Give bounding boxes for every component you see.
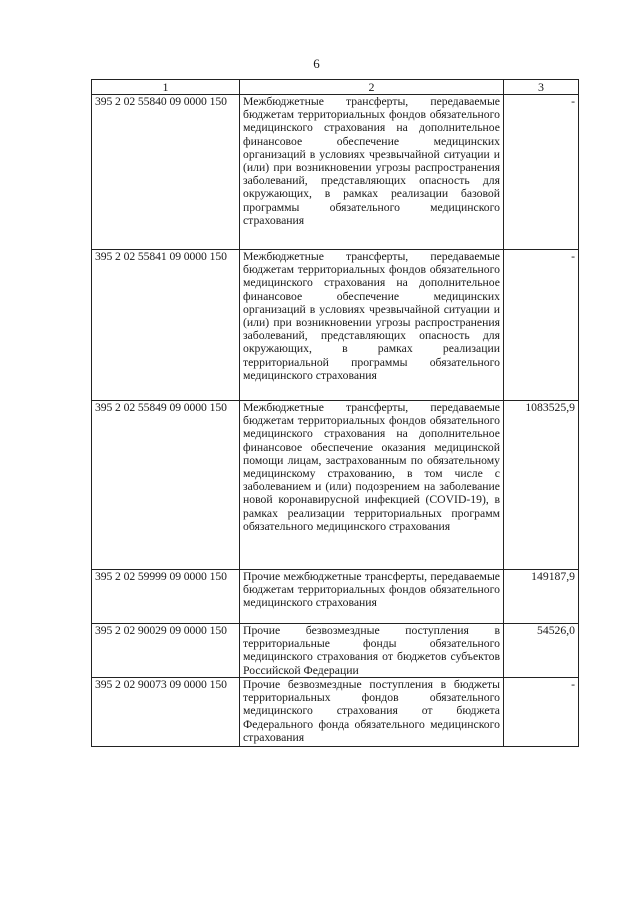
- description-cell: Прочие безвозмездные поступления в территориальные фонды обязательного медицинского страхования от бюджетов субъектов Российской Федерации: [240, 624, 504, 678]
- amount-cell: 1083525,9: [504, 401, 579, 570]
- table-header-row: [92, 80, 579, 95]
- column-header-code: 1: [92, 80, 240, 95]
- amount-cell: 149187,9: [504, 570, 579, 624]
- budget-code-cell: 395 2 02 55840 09 0000 150: [92, 95, 240, 250]
- amount-cell: -: [504, 250, 579, 401]
- description-cell: Межбюджетные трансферты, передаваемые бюджетам территориальных фондов обязательного медицинского страхования на дополнительное финансовое обеспечение медицинских организаций в условиях чрезвычайной ситуации и (или) при возникновении угрозы распространения заболеваний, представляющих опасность для окружающих, в рамках реализации территориальной программы обязательного медицинского страхования: [240, 250, 504, 401]
- description-cell: Межбюджетные трансферты, передаваемые бюджетам территориальных фондов обязательного медицинского страхования на дополнительное финансовое обеспечение оказания медицинской помощи лицам, застрахованным по обязательному медицинскому страхованию, в том числе с заболеванием и (или) подозрением на заболевание новой коронавирусной инфекцией (COVID-19), в рамках реализации территориальных программ обязательного медицинского страхования: [240, 401, 504, 570]
- description-cell: Прочие межбюджетные трансферты, передаваемые бюджетам территориальных фондов обязательного медицинского страхования: [240, 570, 504, 624]
- table-row: [92, 95, 579, 250]
- amount-cell: 54526,0: [504, 624, 579, 678]
- description-cell: Прочие безвозмездные поступления в бюджеты территориальных фондов обязательного медицинского страхования от бюджета Федерального фонда обязательного медицинского страхования: [240, 678, 504, 747]
- table-row: [92, 624, 579, 678]
- budget-code-cell: 395 2 02 55841 09 0000 150: [92, 250, 240, 401]
- table-row: [92, 678, 579, 747]
- amount-cell: -: [504, 95, 579, 250]
- column-header-description: 2: [240, 80, 504, 95]
- budget-code-cell: 395 2 02 90029 09 0000 150: [92, 624, 240, 678]
- page-number: 6: [313, 56, 320, 71]
- table-row: [92, 401, 579, 570]
- table-row: [92, 570, 579, 624]
- budget-code-cell: 395 2 02 55849 09 0000 150: [92, 401, 240, 570]
- table-row: [92, 250, 579, 401]
- column-header-amount: 3: [504, 80, 579, 95]
- budget-revenue-table: [91, 79, 579, 747]
- description-cell: Межбюджетные трансферты, передаваемые бюджетам территориальных фондов обязательного медицинского страхования на дополнительное финансовое обеспечение медицинских организаций в условиях чрезвычайной ситуации и (или) при возникновении угрозы распространения заболеваний, представляющих опасность для окружающих, в рамках реализации базовой программы обязательного медицинского страхования: [240, 95, 504, 250]
- budget-code-cell: 395 2 02 59999 09 0000 150: [92, 570, 240, 624]
- budget-code-cell: 395 2 02 90073 09 0000 150: [92, 678, 240, 747]
- amount-cell: -: [504, 678, 579, 747]
